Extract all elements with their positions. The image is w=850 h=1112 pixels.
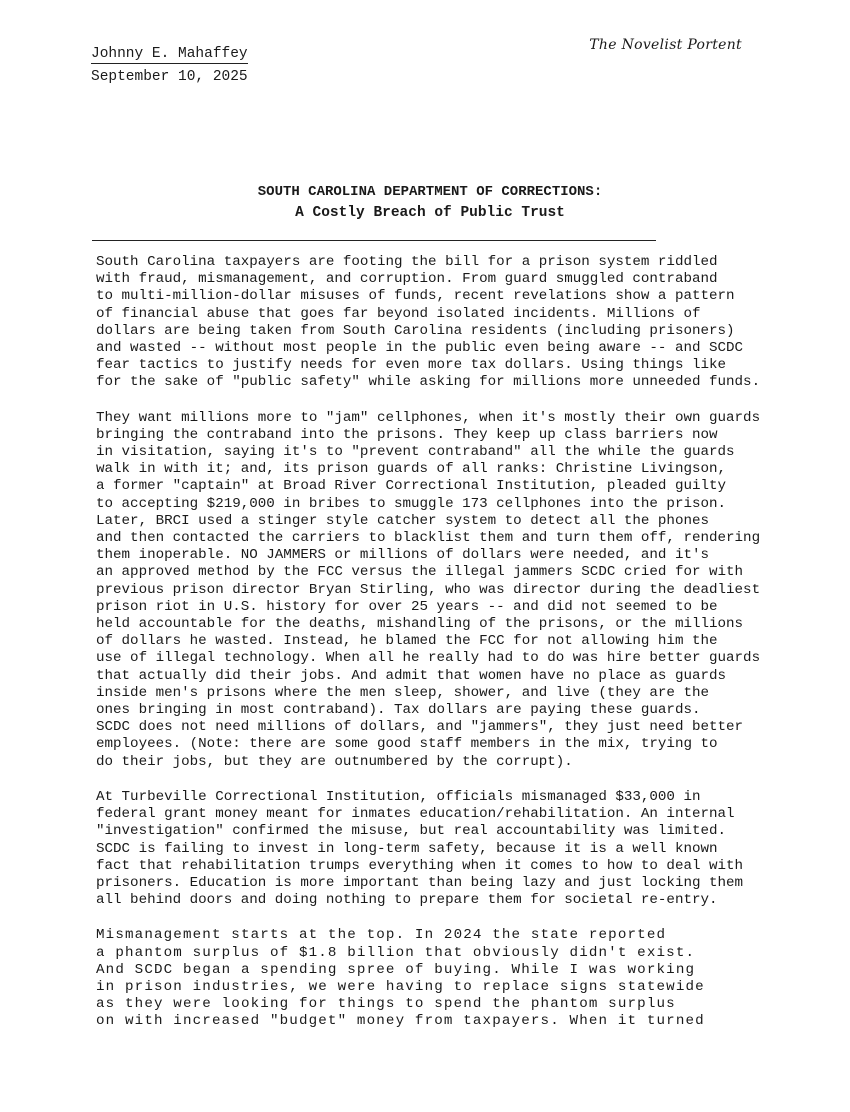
text-line: held accountable for the deaths, mishandling of the prisons, or the millions — [96, 616, 744, 633]
paragraph-3 — [96, 789, 816, 909]
author-date: September 10, 2025 — [91, 69, 248, 85]
text-line: in prison industries, we were having to replace signs statewide — [96, 978, 705, 995]
title-line-2: A Costly Breach of Public Trust — [295, 205, 565, 221]
text-line: prison riot in U.S. history for over 25 years -- and did not seemed to be — [96, 598, 718, 615]
author-name: Johnny E. Mahaffey — [91, 46, 248, 62]
text-line: with fraud, mismanagement, and corruption. From guard smuggled contraband — [96, 271, 718, 288]
text-line: as they were looking for things to spend the phantom surplus — [96, 996, 676, 1013]
article-title — [0, 182, 850, 224]
paragraph-1 — [96, 254, 816, 392]
text-line: to accepting $219,000 in bribes to smuggle 173 cellphones into the prison. — [96, 495, 727, 512]
text-line: bringing the contraband into the prisons. They keep up class barriers now — [96, 426, 718, 443]
text-line: do their jobs, but they are outnumbered by the corrupt). — [96, 753, 573, 770]
text-line: use of illegal technology. When all he really had to do was hire better guards — [96, 650, 761, 667]
text-line: At Turbeville Correctional Institution, officials mismanaged $33,000 in — [96, 788, 701, 805]
text-line: They want millions more to "jam" cellphones, when it's mostly their own guards — [96, 409, 761, 426]
text-line: Mismanagement starts at the top. In 2024 the state reported — [96, 927, 667, 944]
paragraph-4 — [96, 927, 816, 1030]
text-line: to multi-million-dollar misuses of funds, recent revelations show a pattern — [96, 288, 735, 305]
text-line: for the sake of "public safety" while asking for millions more unneeded funds. — [96, 374, 761, 391]
title-line-1: SOUTH CAROLINA DEPARTMENT OF CORRECTIONS: — [257, 184, 603, 200]
text-line: of dollars he wasted. Instead, he blamed the FCC for not allowing him the — [96, 633, 718, 650]
text-line: and wasted -- without most people in the public even being aware -- and SCDC — [96, 340, 744, 357]
text-line: on with increased "budget" money from taxpayers. When it turned — [96, 1013, 705, 1030]
text-line: that actually did their jobs. And admit that women have no place as guards — [96, 667, 727, 684]
text-line: And SCDC began a spending spree of buying. While I was working — [96, 961, 696, 978]
text-line: employees. (Note: there are some good staff members in the mix, trying to — [96, 736, 718, 753]
article-body — [96, 254, 816, 1049]
text-line: "investigation" confirmed the misuse, but real accountability was limited. — [96, 823, 727, 840]
text-line: prisoners. Education is more important than being lazy and just locking them — [96, 874, 744, 891]
publication-name: The Novelist Portent — [589, 37, 742, 53]
text-line: previous prison director Bryan Stirling, who was director during the deadliest — [96, 581, 761, 598]
text-line: Later, BRCI used a stinger style catcher system to detect all the phones — [96, 512, 709, 529]
text-line: fact that rehabilitation trumps everything when it comes to how to deal with — [96, 857, 744, 874]
text-line: a phantom surplus of $1.8 billion that obviously didn't exist. — [96, 944, 696, 961]
author-block — [91, 44, 248, 87]
text-line: SCDC does not need millions of dollars, and "jammers", they just need better — [96, 719, 744, 736]
text-line: them inoperable. NO JAMMERS or millions of dollars were needed, and it's — [96, 547, 709, 564]
text-line: a former "captain" at Broad River Correctional Institution, pleaded guilty — [96, 478, 727, 495]
text-line: ones bringing in most contraband). Tax dollars are paying these guards. — [96, 702, 701, 719]
text-line: walk in with it; and, its prison guards of all ranks: Christine Livingson, — [96, 461, 727, 478]
title-divider — [92, 240, 656, 241]
text-line: of financial abuse that goes far beyond isolated incidents. Millions of — [96, 305, 701, 322]
text-line: dollars are being taken from South Carolina residents (including prisoners) — [96, 322, 735, 339]
text-line: SCDC is failing to invest in long-term safety, because it is a well known — [96, 840, 718, 857]
text-line: in visitation, saying it's to "prevent contraband" all the while the guards — [96, 444, 735, 461]
text-line: South Carolina taxpayers are footing the bill for a prison system riddled — [96, 254, 718, 270]
text-line: federal grant money meant for inmates education/rehabilitation. An internal — [96, 806, 735, 823]
text-line: and then contacted the carriers to blacklist them and turn them off, rendering — [96, 530, 761, 547]
text-line: an approved method by the FCC versus the illegal jammers SCDC cried for with — [96, 564, 744, 581]
text-line: inside men's prisons where the men sleep, shower, and live (they are the — [96, 684, 709, 701]
paragraph-2 — [96, 410, 816, 771]
text-line: fear tactics to justify needs for even more tax dollars. Using things like — [96, 357, 727, 374]
text-line: all behind doors and doing nothing to prepare them for societal re-entry. — [96, 892, 718, 909]
